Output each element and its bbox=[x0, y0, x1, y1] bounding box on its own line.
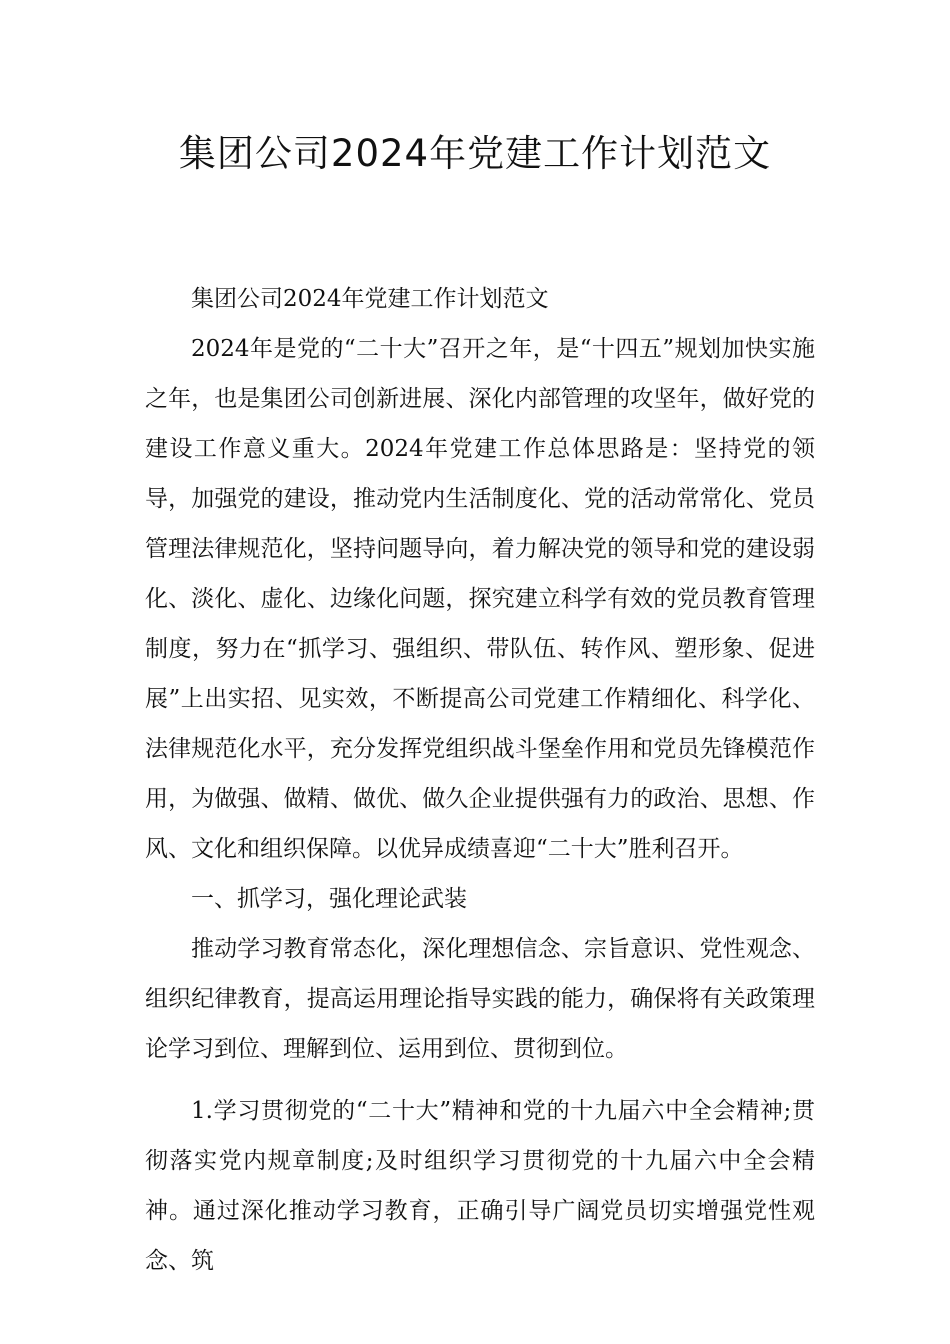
paragraph-overview: 2024年是党的“二十大”召开之年，是“十四五”规划加快实施之年，也是集团公司创新进展、深化内部管理的攻坚年，做好党的建设工作意义重大。2024年党建工作总体思路是：坚持党的领导，加强党的建设，推动党内生活制度化、党的活动常常化、党员管理法律规范化，坚持问题导向，着力解决党的领导和党的建设弱化、淡化、虚化、边缘化问题，探究建立科学有效的党员教育管理制度，努力在“抓学习、强组织、带队伍、转作风、塑形象、促进展”上出实招、见实效，不断提高公司党建工作精细化、科学化、法律规范化水平，充分发挥党组织战斗堡垒作用和党员先锋模范作用，为做强、做精、做优、做久企业提供强有力的政治、思想、作风、文化和组织保障。以优异成绩喜迎“二十大”胜利召开。 bbox=[145, 336, 815, 862]
section-heading-1: 一、抓学习，强化理论武装 bbox=[191, 886, 467, 912]
paragraph-heading-repeat: 集团公司2024年党建工作计划范文 bbox=[191, 286, 549, 312]
paragraph-item-1: 1.学习贯彻党的“二十大”精神和党的十九届六中全会精神;贯彻落实党内规章制度;及时组织学习贯彻党的十九届六中全会精神。通过深化推动学习教育，正确引导广阔党员切实增强党性观念、筑 bbox=[145, 1098, 815, 1274]
document-body bbox=[145, 274, 815, 1286]
document-title: 集团公司2024年党建工作计划范文 bbox=[178, 132, 772, 175]
paragraph-section-1-intro: 推动学习教育常态化，深化理想信念、宗旨意识、党性观念、组织纪律教育，提高运用理论指导实践的能力，确保将有关政策理论学习到位、理解到位、运用到位、贯彻到位。 bbox=[145, 936, 815, 1062]
